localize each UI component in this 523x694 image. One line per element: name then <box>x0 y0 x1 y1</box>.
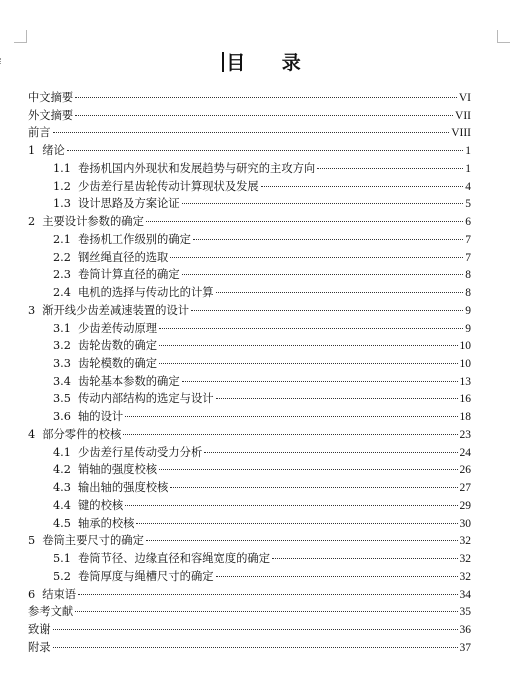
toc-entry-title: 卷筒主要尺寸的确定 <box>42 534 144 548</box>
toc-entry-title: 附录 <box>28 640 51 654</box>
toc-entry-title: 部分零件的校核 <box>42 427 122 441</box>
toc-entry-number: 1.3 <box>53 197 71 211</box>
toc-entry[interactable] <box>28 195 471 213</box>
toc-entry[interactable] <box>28 373 471 391</box>
dot-leader <box>182 380 458 382</box>
dot-leader <box>159 468 457 470</box>
toc-entry-page-number: 30 <box>459 517 471 530</box>
toc-entry[interactable] <box>28 231 471 249</box>
toc-entry[interactable] <box>28 302 471 320</box>
dot-leader <box>317 167 463 169</box>
toc-entry-number: 1.2 <box>53 179 71 193</box>
toc-entry-title: 卷筒厚度与绳槽尺寸的确定 <box>77 569 214 583</box>
dot-leader <box>136 522 457 524</box>
toc-entry[interactable] <box>28 586 471 604</box>
toc-entry-title: 卷筒节径、边缘直径和容绳宽度的确定 <box>77 552 271 566</box>
dot-leader <box>191 309 463 311</box>
toc-entry-page-number: 4 <box>465 180 471 193</box>
toc-entry[interactable] <box>28 497 471 515</box>
toc-entry-page-number: 1 <box>465 145 471 158</box>
dot-leader <box>193 238 463 240</box>
dot-leader <box>146 539 458 541</box>
toc-entry-title: 绪论 <box>42 144 65 158</box>
toc-entry-page-number: 7 <box>465 251 471 264</box>
toc-entry-page-number: 32 <box>459 570 471 583</box>
toc-entry-number: 2.3 <box>53 268 71 282</box>
toc-entry-title: 钢丝绳直径的选取 <box>77 250 169 264</box>
dot-leader <box>182 202 464 204</box>
dot-leader <box>159 327 463 329</box>
toc-entry-title: 轴的设计 <box>77 410 124 424</box>
toc-entry-title: 传动内部结构的选定与设计 <box>77 392 214 406</box>
toc-entry-page-number: VI <box>458 92 471 104</box>
toc-entry-number: 1.1 <box>53 161 71 175</box>
dot-leader <box>216 291 464 293</box>
toc-entry-page-number: 29 <box>459 499 471 512</box>
toc-entry-page-number: 5 <box>465 198 471 211</box>
toc-entry-page-number: 9 <box>465 322 471 335</box>
toc-entry-page-number: 8 <box>465 287 471 300</box>
dot-leader <box>216 575 458 577</box>
toc-entry-title: 轴承的校核 <box>77 516 135 530</box>
dot-leader <box>170 486 457 488</box>
toc-entry-title: 齿轮基本参数的确定 <box>77 374 180 388</box>
toc-entry-number: 2.4 <box>53 286 71 300</box>
dot-leader <box>75 114 453 116</box>
toc-entry[interactable] <box>28 320 471 338</box>
toc-entry-page-number: 18 <box>459 411 471 424</box>
toc-entry-title: 前言 <box>28 126 51 140</box>
toc-entry[interactable] <box>28 568 471 586</box>
toc-entry[interactable] <box>28 479 471 497</box>
title-area <box>0 48 523 75</box>
toc-entry[interactable] <box>28 426 471 444</box>
dot-leader <box>204 451 457 453</box>
toc-entry[interactable] <box>28 444 471 462</box>
toc-entry[interactable] <box>28 550 471 568</box>
toc-entry-title: 销轴的强度校核 <box>77 463 158 477</box>
dot-leader <box>75 96 457 98</box>
toc-entry[interactable] <box>28 639 471 657</box>
toc-entry-page-number: 24 <box>459 446 471 459</box>
dot-leader <box>159 344 457 346</box>
toc-entry[interactable] <box>28 266 471 284</box>
toc-entry[interactable] <box>28 461 471 479</box>
toc-entry-page-number: 9 <box>465 304 471 317</box>
toc-entry-title: 少齿差行星齿轮传动计算现状及发展 <box>77 179 259 193</box>
toc-entry-number: 3.3 <box>53 357 71 371</box>
toc-entry-number: 1 <box>28 144 36 158</box>
toc-entry[interactable] <box>28 89 471 107</box>
toc-entry[interactable] <box>28 107 471 125</box>
toc-entry-title: 少齿差传动原理 <box>77 321 158 335</box>
dot-leader <box>125 504 457 506</box>
toc-entry-number: 3.5 <box>53 392 71 406</box>
dot-leader <box>272 557 457 559</box>
toc-entry-page-number: 37 <box>459 641 471 654</box>
dot-leader <box>78 593 457 595</box>
toc-entry-number: 3.4 <box>53 374 71 388</box>
dot-leader <box>53 628 458 630</box>
dot-leader <box>146 220 463 222</box>
dot-leader <box>261 185 464 187</box>
toc-entry-number: 4.3 <box>53 481 71 495</box>
toc-entry-number: 3 <box>28 303 36 317</box>
toc-entry-page-number: 10 <box>459 358 471 371</box>
text-cursor <box>222 52 224 72</box>
toc-entry[interactable] <box>28 249 471 267</box>
toc-entry-title: 致谢 <box>28 623 51 637</box>
toc-entry-title: 卷扬机国内外现状和发展趋势与研究的主攻方向 <box>77 161 316 175</box>
toc-entry[interactable] <box>28 337 471 355</box>
toc-entry-title: 设计思路及方案论证 <box>77 197 180 211</box>
crop-mark-top-right <box>497 30 510 43</box>
toc-entry-number: 2.2 <box>53 250 71 264</box>
toc-entry[interactable] <box>28 124 471 142</box>
toc-entry-number: 4.5 <box>53 516 71 530</box>
page-title: 目 录 <box>226 52 316 74</box>
toc-entry[interactable] <box>28 142 471 160</box>
toc-entry-title: 参考文献 <box>28 605 74 619</box>
toc-entry-number: 4 <box>28 427 36 441</box>
dot-leader <box>67 149 463 151</box>
toc-entry[interactable] <box>28 390 471 408</box>
dot-leader <box>170 256 463 258</box>
dot-leader <box>125 415 457 417</box>
toc-entry-page-number: 16 <box>459 393 471 406</box>
toc-entry-number: 5 <box>28 534 36 548</box>
toc-entry-page-number: 23 <box>459 428 471 441</box>
dot-leader <box>216 397 458 399</box>
toc-entry-page-number: 7 <box>465 233 471 246</box>
toc-entry-page-number: VIII <box>451 127 471 140</box>
toc-entry-page-number: 10 <box>459 340 471 353</box>
toc-entry[interactable] <box>28 603 471 621</box>
toc-entry-page-number: 36 <box>459 624 471 637</box>
toc-entry-title: 主要设计参数的确定 <box>42 215 144 229</box>
toc-entry-title: 齿轮模数的确定 <box>77 357 158 371</box>
toc-entry-page-number: 35 <box>459 606 471 619</box>
toc-entry-number: 5.2 <box>53 569 71 583</box>
toc-entry-title: 键的校核 <box>77 498 124 512</box>
toc-entry-page-number: 8 <box>465 269 471 282</box>
dot-leader <box>123 433 457 435</box>
toc-entry-page-number: 13 <box>459 375 471 388</box>
toc-entry[interactable] <box>28 355 471 373</box>
toc-entry-number: 4.2 <box>53 463 71 477</box>
toc-entry-number: 2.1 <box>53 232 71 246</box>
toc-entry-title: 外文摘要 <box>28 108 74 122</box>
toc-entry-page-number: 26 <box>459 464 471 477</box>
toc-entry-title: 输出轴的强度校核 <box>77 481 169 495</box>
toc-entry-page-number: 6 <box>465 216 471 229</box>
toc-entry[interactable] <box>28 284 471 302</box>
toc-entry-title: 齿轮齿数的确定 <box>77 339 158 353</box>
toc-entry-number: 4.1 <box>53 445 71 459</box>
toc-entry-page-number: 32 <box>459 553 471 566</box>
dot-leader <box>182 273 464 275</box>
toc-entry-title: 卷筒计算直径的确定 <box>77 268 180 282</box>
toc-entry[interactable] <box>28 621 471 639</box>
toc-entry-number: 5.1 <box>53 552 71 566</box>
dot-leader <box>53 646 458 648</box>
toc-entry-page-number: 34 <box>459 588 471 601</box>
toc-entry-number: 3.1 <box>53 321 71 335</box>
toc-entry-title: 少齿差行星传动受力分析 <box>77 445 203 459</box>
toc-entry-number: 4.4 <box>53 498 71 512</box>
toc-entry[interactable] <box>28 213 471 231</box>
toc-entry-number: 6 <box>28 587 36 601</box>
toc-entry-page-number: 27 <box>459 482 471 495</box>
toc-entry[interactable] <box>28 178 471 196</box>
dot-leader <box>159 362 457 364</box>
dot-leader <box>53 131 450 133</box>
table-of-contents <box>28 89 471 657</box>
toc-entry-title: 渐开线少齿差减速装置的设计 <box>42 303 190 317</box>
toc-entry-title: 卷扬机工作级别的确定 <box>77 232 191 246</box>
toc-entry[interactable] <box>28 160 471 178</box>
toc-entry[interactable] <box>28 532 471 550</box>
toc-entry[interactable] <box>28 515 471 533</box>
toc-entry-title: 结束语 <box>42 587 77 601</box>
toc-entry-page-number: 1 <box>465 162 471 175</box>
toc-entry-number: 3.6 <box>53 410 71 424</box>
toc-entry-title: 电机的选择与传动比的计算 <box>77 286 214 300</box>
toc-entry-title: 中文摘要 <box>28 91 74 104</box>
toc-entry[interactable] <box>28 408 471 426</box>
dot-leader <box>75 610 457 612</box>
toc-entry-page-number: VII <box>455 109 471 122</box>
toc-entry-page-number: 32 <box>459 535 471 548</box>
crop-mark-top-left <box>14 30 27 43</box>
toc-entry-number: 3.2 <box>53 339 71 353</box>
toc-entry-number: 2 <box>28 215 36 229</box>
